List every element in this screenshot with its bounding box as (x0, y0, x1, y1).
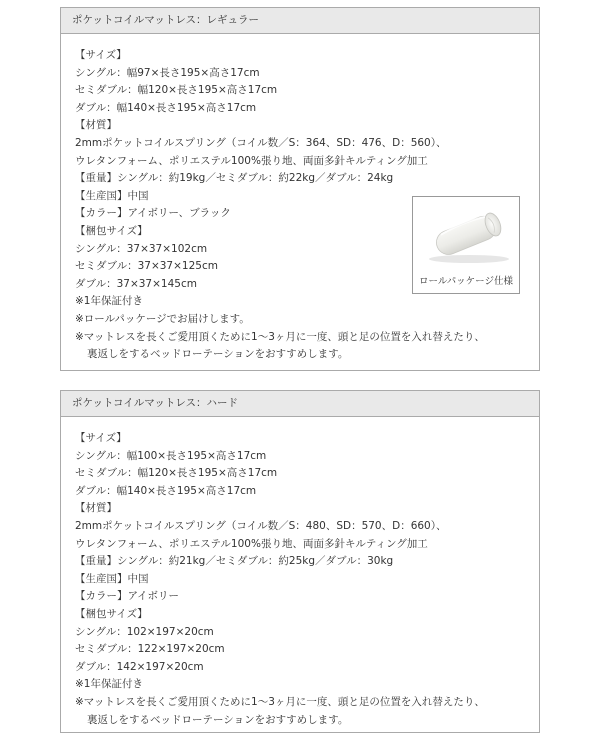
spec-line: 2mmポケットコイルスプリング（コイル数／S：364、SD：476、D：560）、 (75, 136, 447, 149)
spec-line: 【重量】シングル：約19kg／セミダブル：約22kg／ダブル：24kg (75, 172, 394, 185)
roll-package-figure (412, 196, 520, 294)
spec-line: セミダブル：幅120×長さ195×高さ17cm (75, 467, 278, 480)
spec-box-hard (60, 390, 540, 733)
spec-line: 【重量】シングル：約21kg／セミダブル：約25kg／ダブル：30kg (75, 555, 394, 568)
spec-line: 【カラー】アイボリー (75, 590, 180, 603)
spec-line: 【生産国】中国 (75, 189, 149, 202)
spec-line: 【梱包サイズ】 (75, 224, 148, 237)
spec-line: ダブル：幅140×長さ195×高さ17cm (75, 484, 257, 497)
spec-line: セミダブル：37×37×125cm (75, 260, 218, 273)
spec-line: シングル：幅100×長さ195×高さ17cm (75, 449, 267, 462)
spec-line: セミダブル：幅120×長さ195×高さ17cm (75, 84, 278, 97)
spec-line: 【生産国】中国 (75, 572, 149, 585)
spec-line: 【カラー】アイボリー、ブラック (75, 207, 231, 220)
spec-line: 【材質】 (75, 502, 117, 515)
spec-line: ウレタンフォーム、ポリエステル100%張り地、両面多針キルティング加工 (75, 537, 428, 550)
spec-line: 【梱包サイズ】 (75, 607, 148, 620)
spec-line: ダブル：幅140×長さ195×高さ17cm (75, 101, 257, 114)
spec-line: シングル：37×37×102cm (75, 242, 208, 255)
spec-line: ※マットレスを長くご愛用頂くために1～3ヶ月に一度、頭と足の位置を入れ替えたり、 (75, 330, 485, 343)
spec-list-hard (61, 417, 539, 729)
spec-line: 【サイズ】 (75, 432, 127, 444)
spec-line: セミダブル：122×197×20cm (75, 643, 225, 656)
spec-line: ダブル：142×197×20cm (75, 660, 204, 673)
spec-line: ※1年保証付き (75, 678, 143, 691)
spec-line: 【サイズ】 (75, 49, 127, 61)
spec-line: 2mmポケットコイルスプリング（コイル数／S：480、SD：570、D：660）、 (75, 519, 447, 532)
spec-line: シングル：102×197×20cm (75, 625, 214, 638)
spec-line: 裏返しをするベッドローテーションをおすすめします。 (87, 713, 349, 726)
spec-line: シングル：幅97×長さ195×高さ17cm (75, 66, 260, 79)
spec-line: ダブル：37×37×145cm (75, 277, 197, 290)
spec-box-regular (60, 7, 540, 371)
spec-line: 【材質】 (75, 119, 117, 132)
rolled-mattress-image (421, 203, 513, 265)
spec-line: ※マットレスを長くご愛用頂くために1～3ヶ月に一度、頭と足の位置を入れ替えたり、 (75, 695, 485, 708)
spec-line: ※1年保証付き (75, 295, 143, 308)
spec-box-regular-title: ポケットコイルマットレス：レギュラー (61, 8, 539, 34)
spec-line: ウレタンフォーム、ポリエステル100%張り地、両面多針キルティング加工 (75, 154, 428, 167)
spec-line: 裏返しをするベッドローテーションをおすすめします。 (87, 348, 349, 361)
package-caption: ロールパッケージ仕様 (419, 276, 513, 287)
spec-box-hard-title: ポケットコイルマットレス：ハード (61, 391, 539, 417)
spec-line: ※ロールパッケージでお届けします。 (75, 312, 250, 325)
